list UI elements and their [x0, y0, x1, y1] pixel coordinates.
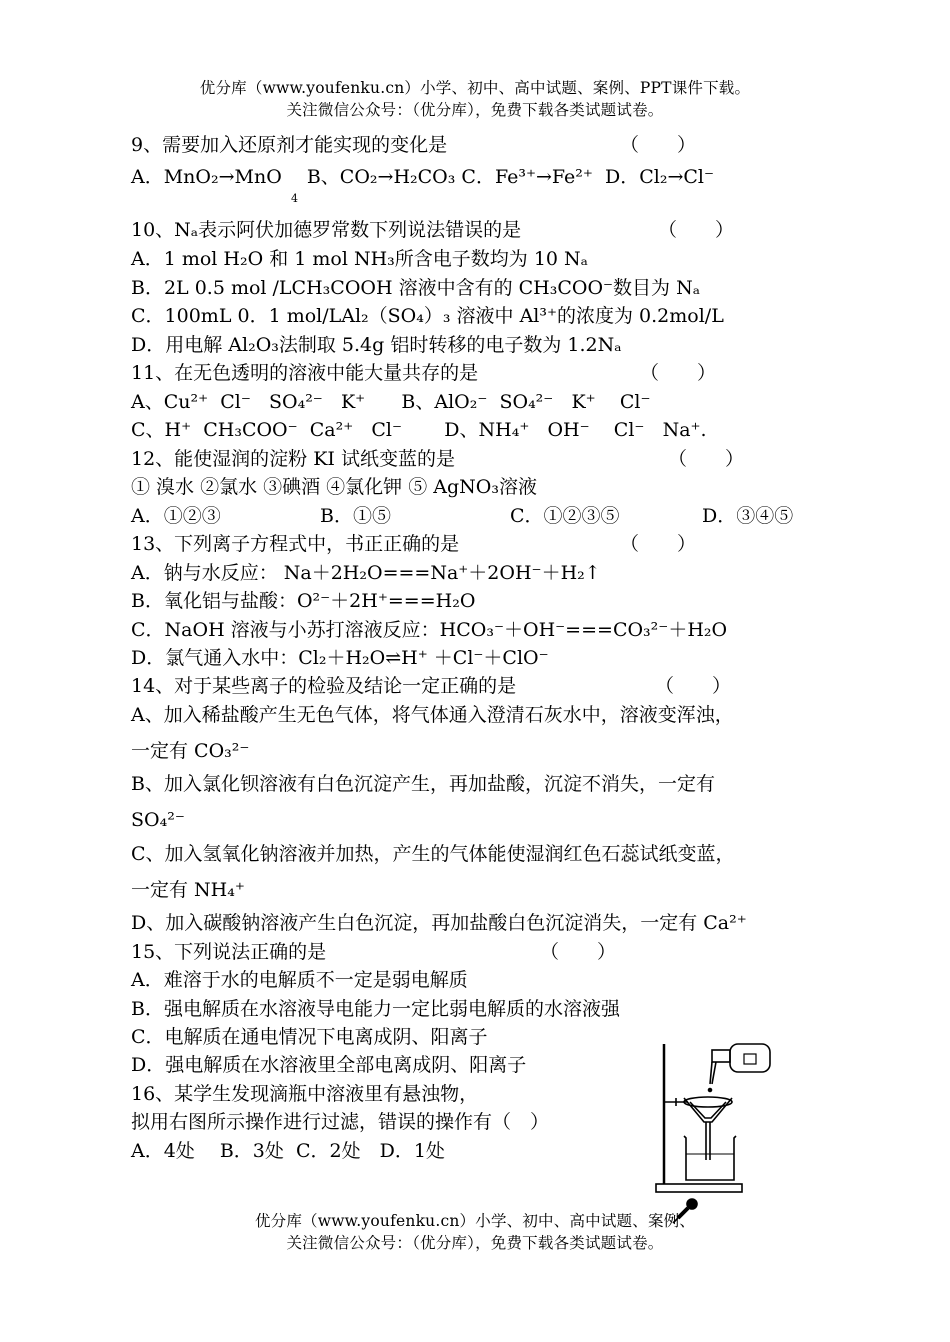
q14-option-a-line1: A、加入稀盐酸产生无色气体，将气体通入澄清石灰水中，溶液变浑浊，: [131, 704, 734, 726]
q10-option-c: C．100mL 0．1 mol/LAl₂（SO₄）₃ 溶液中 Al³⁺的浓度为 0.2mol/L: [131, 305, 724, 327]
q13-option-c: C．NaOH 溶液与小苏打溶液反应：HCO₃⁻＋OH⁻===CO₃²⁻＋H₂O: [131, 619, 728, 641]
q9-stem: 9、需要加入还原剂才能实现的变化是: [131, 134, 448, 156]
q13-answer-paren: （ ）: [620, 533, 697, 555]
q16-stem-line2: 拟用右图所示操作进行过滤，错误的操作有（ ）: [131, 1111, 550, 1133]
q12-option-c: C．①②③⑤: [510, 505, 620, 527]
q10-option-b: B．2L 0.5 mol /LCH₃COOH 溶液中含有的 CH₃COO⁻数目为 Nₐ: [131, 277, 701, 299]
q11-options-cd: C、H⁺ CH₃COO⁻ Ca²⁺ Cl⁻ D、NH₄⁺ OH⁻ Cl⁻ Na⁺.: [131, 419, 707, 441]
q14-stem: 14、对于某些离子的检验及结论一定正确的是: [131, 675, 517, 697]
q12-option-a: A．①②③: [131, 505, 221, 527]
bottle-neck: [712, 1050, 730, 1062]
q15-answer-paren: （ ）: [540, 941, 617, 963]
q16-stem-line1: 16、某学生发现滴瓶中溶液里有悬浊物，: [131, 1083, 479, 1105]
q14-option-a-line2: 一定有 CO₃²⁻: [131, 740, 250, 762]
q13-stem: 13、下列离子方程式中，书正正确的是: [131, 533, 460, 555]
q10-option-d: D．用电解 Al₂O₃法制取 5.4g 铝时转移的电子数为 1.2Nₐ: [131, 334, 622, 356]
q14-option-c-line1: C、加入氢氧化钠溶液并加热，产生的气体能使湿润红色石蕊试纸变蓝，: [131, 843, 735, 865]
q14-option-b-line1: B、加入氯化钡溶液有白色沉淀产生，再加盐酸，沉淀不消失，一定有: [131, 773, 715, 795]
q12-stem: 12、能使湿润的淀粉 KI 试纸变蓝的是: [131, 448, 455, 470]
q14-answer-paren: （ ）: [655, 675, 732, 697]
q14-option-c-line2: 一定有 NH₄⁺: [131, 879, 245, 901]
q11-answer-paren: （ ）: [640, 362, 717, 384]
q12-option-b: B．①⑤: [320, 505, 391, 527]
dropper-bottle: [730, 1044, 770, 1072]
q16-options: A．4处 B．3处 C．2处 D．1处: [131, 1140, 445, 1162]
q15-option-b: B．强电解质在水溶液导电能力一定比弱电解质的水溶液强: [131, 998, 620, 1020]
stand-base: [656, 1184, 742, 1192]
q15-option-d: D．强电解质在水溶液里全部电离成阴、阳离子: [131, 1054, 527, 1076]
q12-answer-paren: （ ）: [668, 448, 745, 470]
q14-option-b-line2: SO₄²⁻: [131, 809, 185, 831]
q9-subscript: 4: [291, 192, 298, 205]
filtration-apparatus-figure: [650, 1040, 775, 1198]
q12-option-d: D．③④⑤: [702, 505, 794, 527]
header-line-2: 关注微信公众号：（优分库），免费下载各类试题试卷。: [286, 101, 664, 119]
q9-answer-paren: （ ）: [620, 134, 697, 156]
dropper-tip: [710, 1062, 712, 1084]
footer-line-1: 优分库（www.youfenku.cn）小学、初中、高中试题、案例、: [254, 1212, 696, 1230]
q13-option-d: D．氯气通入水中：Cl₂＋H₂O⇌H⁺ ＋Cl⁻＋ClO⁻: [131, 647, 549, 669]
q14-option-d: D、加入碳酸钠溶液产生白色沉淀，再加盐酸白色沉淀消失，一定有 Ca²⁺: [131, 912, 747, 934]
q11-stem: 11、在无色透明的溶液中能大量共存的是: [131, 362, 479, 384]
q15-stem: 15、下列说法正确的是: [131, 941, 327, 963]
q10-option-a: A．1 mol H₂O 和 1 mol NH₃所含电子数均为 10 Nₐ: [131, 248, 588, 270]
q13-option-b: B．氧化铝与盐酸：O²⁻＋2H⁺===H₂O: [131, 590, 476, 612]
q12-items: ① 溴水 ②氯水 ③碘酒 ④氯化钾 ⑤ AgNO₃溶液: [131, 476, 537, 498]
header-line-1: 优分库（www.youfenku.cn）小学、初中、高中试题、案例、PPT课件下载。: [199, 79, 751, 97]
q15-option-c: C．电解质在通电情况下电离成阴、阳离子: [131, 1026, 488, 1048]
q10-answer-paren: （ ）: [658, 219, 735, 241]
q10-stem: 10、Nₐ表示阿伏加德罗常数下列说法错误的是: [131, 219, 522, 241]
q9-options: A．MnO₂→MnO B、CO₂→H₂CO₃ C．Fe³⁺→Fe²⁺ D．Cl₂→Cl⁻: [131, 166, 715, 188]
q11-options-ab: A、Cu²⁺ Cl⁻ SO₄²⁻ K⁺ B、AlO₂⁻ SO₄²⁻ K⁺ Cl⁻: [131, 391, 651, 413]
q15-option-a: A．难溶于水的电解质不一定是弱电解质: [131, 969, 468, 991]
footer-line-2: 关注微信公众号：（优分库），免费下载各类试题试卷。: [286, 1234, 664, 1252]
q13-option-a: A．钠与水反应： Na＋2H₂O===Na⁺＋2OH⁻＋H₂↑: [131, 562, 601, 584]
